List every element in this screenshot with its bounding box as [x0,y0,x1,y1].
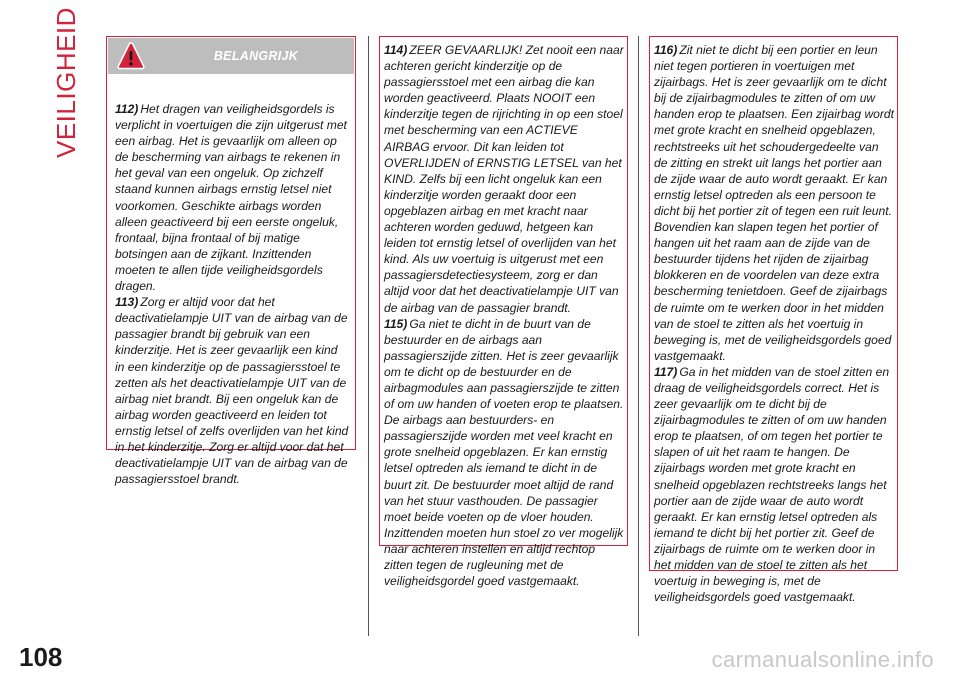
warning-body [115,101,349,487]
warning-body [654,42,895,605]
warning-title: BELANGRIJK [213,49,299,63]
watermark-url: carmanualsonline.info [711,647,934,672]
note-text: Zit niet te dicht bij een portier en leun niet tegen portieren in voertuigen met zijairbags. Het is zeer gevaarlijk om te dicht bij de zijairbagmodules te zitten of om uw handen erop te plaatsen. Een zijairbag wordt met grote kracht en snelheid opgeblazen, rechtstreeks uit het schoudergedeelte van de zitting en strekt uit langs het portier aan de zijde waar de auto wordt geraakt. Er kan ernstig letsel optreden als een persoon te dicht bij het portier zit of tegen een ruit leunt. Bovendien kan slapen tegen het portier of hangen uit het raam aan de zijde van de bestuurder tijdens het rijden de zijairbag blokkeren en de voordelen van deze extra bescherming tenietdoen. Geef de zijairbags de ruimte om te werken door in het midden van de stoel te zitten als het voertuig in beweging is, met de veiligheidsgordels goed vastgemaakt. [654,43,895,363]
note-text: Ga niet te dicht in de buurt van de bestuurder en de airbags aan passagierszijde zitten. Het is zeer gevaarlijk om te dicht op de bestuurder en de airbagmodules aan passagierszijde te zitten of om uw handen of voeten erop te plaatsen. De airbags aan bestuurders- en passagierszijde worden met veel kracht en grote snelheid opgeblazen. Er kan ernstig letsel optreden als iemand te dicht in de buurt zit. De bestuurder moet altijd de rand van het stuur vasthouden. De passagier moet beide voeten op de vloer houden. Inzittenden moeten hun stoel zo ver mogelijk naar achteren instellen en altijd rechtop zitten tegen de rugleuning met de veiligheidsgordel goed vastgemaakt. [384,316,624,589]
warning-body [384,42,624,589]
note-number: 114) [384,43,408,57]
note-number: 116) [654,43,678,57]
note-paragraph [654,42,895,364]
section-side-title [51,7,82,158]
note-number: 117) [654,364,678,379]
note-text: Zorg er altijd voor dat het deactivatielampje UIT van de airbag van de passagier brandt bij gebruik van een kinderzitje. Het is zeer gevaarlijk een kind in een kinderzitje op de passagiersstoel te zetten als het deactivatielampje UIT van de airbag niet brandt. Bij een ongeluk kan de airbag worden geactiveerd en leiden tot ernstig letsel of zelfs overlijden van het kind in het kinderzitje. Zorg er altijd voor dat het deactivatielampje UIT van de airbag van de passagiersstoel brandt. [115,295,349,487]
note-text: Het dragen van veiligheidsgordels is verplicht in voertuigen die zijn uitgerust met een airbag. Het is gevaarlijk om alleen op de bescherming van airbags te rekenen in het geval van een ongeluk. Op zichzelf staand kunnen airbags ernstig letsel niet voorkomen. Geschikte airbags worden alleen geactiveerd bij een eerste ongeluk, frontaal, bijna frontaal of bij matige botsingen aan de zijkant. Inzittenden moeten te allen tijde veiligheidsgordels dragen. [115,102,347,294]
note-paragraph [654,364,895,605]
column-divider [638,36,639,636]
column-divider [368,36,369,636]
section-side-title-text: VEILIGHEID [51,7,81,158]
note-number: 112) [115,102,139,116]
note-paragraph [384,316,624,590]
warning-header [108,38,354,74]
warning-box [106,36,356,487]
note-number: 115) [384,316,408,331]
warning-box-continued [379,36,628,589]
page-number: 108 [19,642,63,672]
warning-box-continued [649,36,898,605]
note-text: ZEER GEVAARLIJK! Zet nooit een naar achteren gericht kinderzitje op de passagiersstoel met een airbag die kan worden geactiveerd. Plaats NOOIT een kinderzitje tegen de rijrichting in op een stoel met bescherming van een ACTIEVE AIRBAG ervoor. Dit kan leiden tot OVERLIJDEN of ERNSTIG LETSEL van het KIND. Zelfs bij een licht ongeluk kan een kinderzitje worden geraakt door een opgeblazen airbag en met kracht naar achteren worden geduwd, hetgeen kan leiden tot ernstig letsel of overlijden van het kind. Als uw voertuig is uitgerust met een passagiersdetectiesysteem, zorg er dan altijd voor dat het deactivatielampje UIT van de airbag van de passagier brandt. [384,43,624,315]
note-text: Ga in het midden van de stoel zitten en draag de veiligheidsgordels correct. Het is zeer gevaarlijk om te dicht bij de zijairbagmodules te zitten of om uw handen erop te plaatsen, of om tegen het portier te slapen of uit het raam te hangen. De zijairbags worden met grote kracht en snelheid opgeblazen rechtstreeks langs het portier aan de zijde waar de auto wordt geraakt. Er kan ernstig letsel optreden als iemand te dicht bij het portier zit. Geef de zijairbags de ruimte om te werken door in het midden van de stoel te zitten als het voertuig in beweging is, met de veiligheidsgordels goed vastgemaakt. [654,364,890,605]
note-paragraph [115,101,349,294]
note-paragraph [384,42,624,316]
note-number: 113) [115,295,139,310]
note-paragraph [115,294,349,487]
